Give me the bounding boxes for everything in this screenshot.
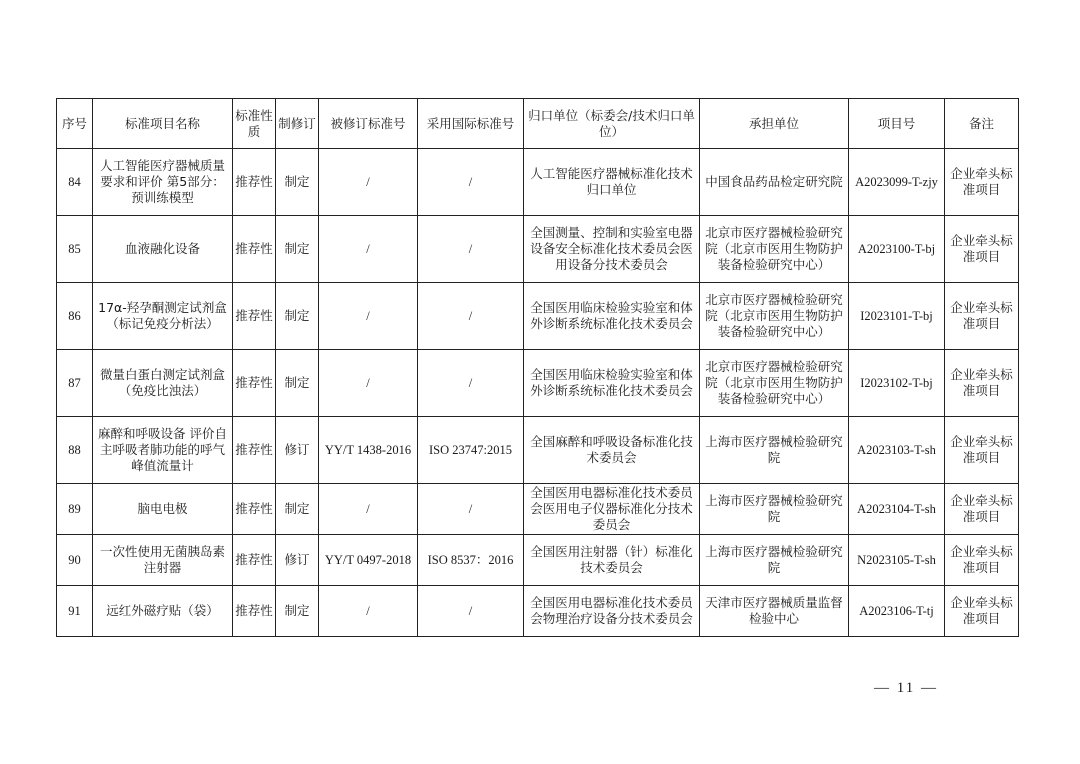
table-row (57, 350, 1019, 417)
cell-id: A2023099-T-zjy (849, 149, 945, 216)
cell-dept: 全国医用临床检验实验室和体外诊断系统标准化技术委员会 (524, 350, 700, 417)
cell-org: 中国食品药品检定研究院 (700, 149, 849, 216)
cell-revised: / (319, 149, 418, 216)
cell-org: 北京市医疗器械检验研究院（北京市医用生物防护装备检验研究中心） (700, 216, 849, 283)
cell-name: 17α-羟孕酮测定试剂盒（标记免疫分析法） (93, 283, 233, 350)
cell-type: 制定 (276, 586, 319, 637)
cell-name: 人工智能医疗器械质量要求和评价 第5部分：预训练模型 (93, 149, 233, 216)
cell-note: 企业牵头标准项目 (945, 149, 1019, 216)
cell-name: 远红外磁疗贴（袋） (93, 586, 233, 637)
cell-no: 88 (57, 417, 93, 484)
cell-no: 91 (57, 586, 93, 637)
table-row (57, 535, 1019, 586)
cell-name: 微量白蛋白测定试剂盒（免疫比浊法） (93, 350, 233, 417)
cell-id: I2023102-T-bj (849, 350, 945, 417)
header-cell: 备注 (945, 99, 1019, 149)
table-row (57, 484, 1019, 535)
cell-dept: 全国医用电器标准化技术委员会医用电子仪器标准化分技术委员会 (524, 484, 700, 535)
header-cell: 承担单位 (700, 99, 849, 149)
cell-revised: / (319, 350, 418, 417)
cell-type: 制定 (276, 350, 319, 417)
cell-intl: / (418, 216, 524, 283)
cell-note: 企业牵头标准项目 (945, 586, 1019, 637)
header-row (57, 99, 1019, 149)
cell-org: 上海市医疗器械检验研究院 (700, 417, 849, 484)
cell-id: A2023106-T-tj (849, 586, 945, 637)
header-cell: 制修订 (276, 99, 319, 149)
cell-no: 85 (57, 216, 93, 283)
header-cell: 标准项目名称 (93, 99, 233, 149)
cell-nature: 推荐性 (233, 417, 276, 484)
cell-org: 北京市医疗器械检验研究院（北京市医用生物防护装备检验研究中心） (700, 350, 849, 417)
table-row (57, 283, 1019, 350)
cell-no: 84 (57, 149, 93, 216)
cell-note: 企业牵头标准项目 (945, 216, 1019, 283)
table-row (57, 149, 1019, 216)
cell-type: 制定 (276, 149, 319, 216)
cell-id: N2023105-T-sh (849, 535, 945, 586)
cell-note: 企业牵头标准项目 (945, 484, 1019, 535)
cell-type: 制定 (276, 484, 319, 535)
cell-dept: 人工智能医疗器械标准化技术归口单位 (524, 149, 700, 216)
cell-intl: / (418, 149, 524, 216)
cell-intl: ISO 8537：2016 (418, 535, 524, 586)
cell-nature: 推荐性 (233, 535, 276, 586)
cell-no: 90 (57, 535, 93, 586)
cell-type: 修订 (276, 535, 319, 586)
table-row (57, 417, 1019, 484)
table-row (57, 586, 1019, 637)
cell-note: 企业牵头标准项目 (945, 417, 1019, 484)
cell-note: 企业牵头标准项目 (945, 535, 1019, 586)
cell-org: 上海市医疗器械检验研究院 (700, 484, 849, 535)
header-cell: 项目号 (849, 99, 945, 149)
cell-name: 麻醉和呼吸设备 评价自主呼吸者肺功能的呼气峰值流量计 (93, 417, 233, 484)
cell-intl: / (418, 484, 524, 535)
cell-intl: / (418, 283, 524, 350)
table-row (57, 216, 1019, 283)
cell-id: I2023101-T-bj (849, 283, 945, 350)
cell-nature: 推荐性 (233, 283, 276, 350)
cell-dept: 全国医用临床检验实验室和体外诊断系统标准化技术委员会 (524, 283, 700, 350)
cell-dept: 全国医用注射器（针）标准化技术委员会 (524, 535, 700, 586)
cell-revised: / (319, 586, 418, 637)
cell-id: A2023103-T-sh (849, 417, 945, 484)
cell-intl: / (418, 350, 524, 417)
cell-org: 北京市医疗器械检验研究院（北京市医用生物防护装备检验研究中心） (700, 283, 849, 350)
cell-note: 企业牵头标准项目 (945, 350, 1019, 417)
cell-no: 86 (57, 283, 93, 350)
cell-revised: / (319, 216, 418, 283)
page-number: — 11 — (874, 680, 938, 696)
header-cell: 序号 (57, 99, 93, 149)
cell-type: 制定 (276, 283, 319, 350)
cell-org: 上海市医疗器械检验研究院 (700, 535, 849, 586)
cell-revised: YY/T 0497-2018 (319, 535, 418, 586)
cell-dept: 全国测量、控制和实验室电器设备安全标准化技术委员会医用设备分技术委员会 (524, 216, 700, 283)
cell-name: 脑电电极 (93, 484, 233, 535)
cell-intl: / (418, 586, 524, 637)
cell-revised: / (319, 283, 418, 350)
standards-table (56, 98, 1019, 637)
cell-revised: YY/T 1438-2016 (319, 417, 418, 484)
cell-name: 一次性使用无菌胰岛素注射器 (93, 535, 233, 586)
cell-org: 天津市医疗器械质量监督检验中心 (700, 586, 849, 637)
cell-no: 87 (57, 350, 93, 417)
cell-note: 企业牵头标准项目 (945, 283, 1019, 350)
header-cell: 归口单位（标委会/技术归口单位） (524, 99, 700, 149)
cell-type: 修订 (276, 417, 319, 484)
cell-nature: 推荐性 (233, 216, 276, 283)
cell-revised: / (319, 484, 418, 535)
cell-id: A2023100-T-bj (849, 216, 945, 283)
cell-dept: 全国医用电器标准化技术委员会物理治疗设备分技术委员会 (524, 586, 700, 637)
header-cell: 被修订标准号 (319, 99, 418, 149)
cell-nature: 推荐性 (233, 350, 276, 417)
cell-nature: 推荐性 (233, 484, 276, 535)
header-cell: 标准性质 (233, 99, 276, 149)
cell-dept: 全国麻醉和呼吸设备标准化技术委员会 (524, 417, 700, 484)
cell-nature: 推荐性 (233, 149, 276, 216)
cell-nature: 推荐性 (233, 586, 276, 637)
cell-id: A2023104-T-sh (849, 484, 945, 535)
cell-intl: ISO 23747:2015 (418, 417, 524, 484)
cell-type: 制定 (276, 216, 319, 283)
cell-no: 89 (57, 484, 93, 535)
cell-name: 血液融化设备 (93, 216, 233, 283)
header-cell: 采用国际标准号 (418, 99, 524, 149)
